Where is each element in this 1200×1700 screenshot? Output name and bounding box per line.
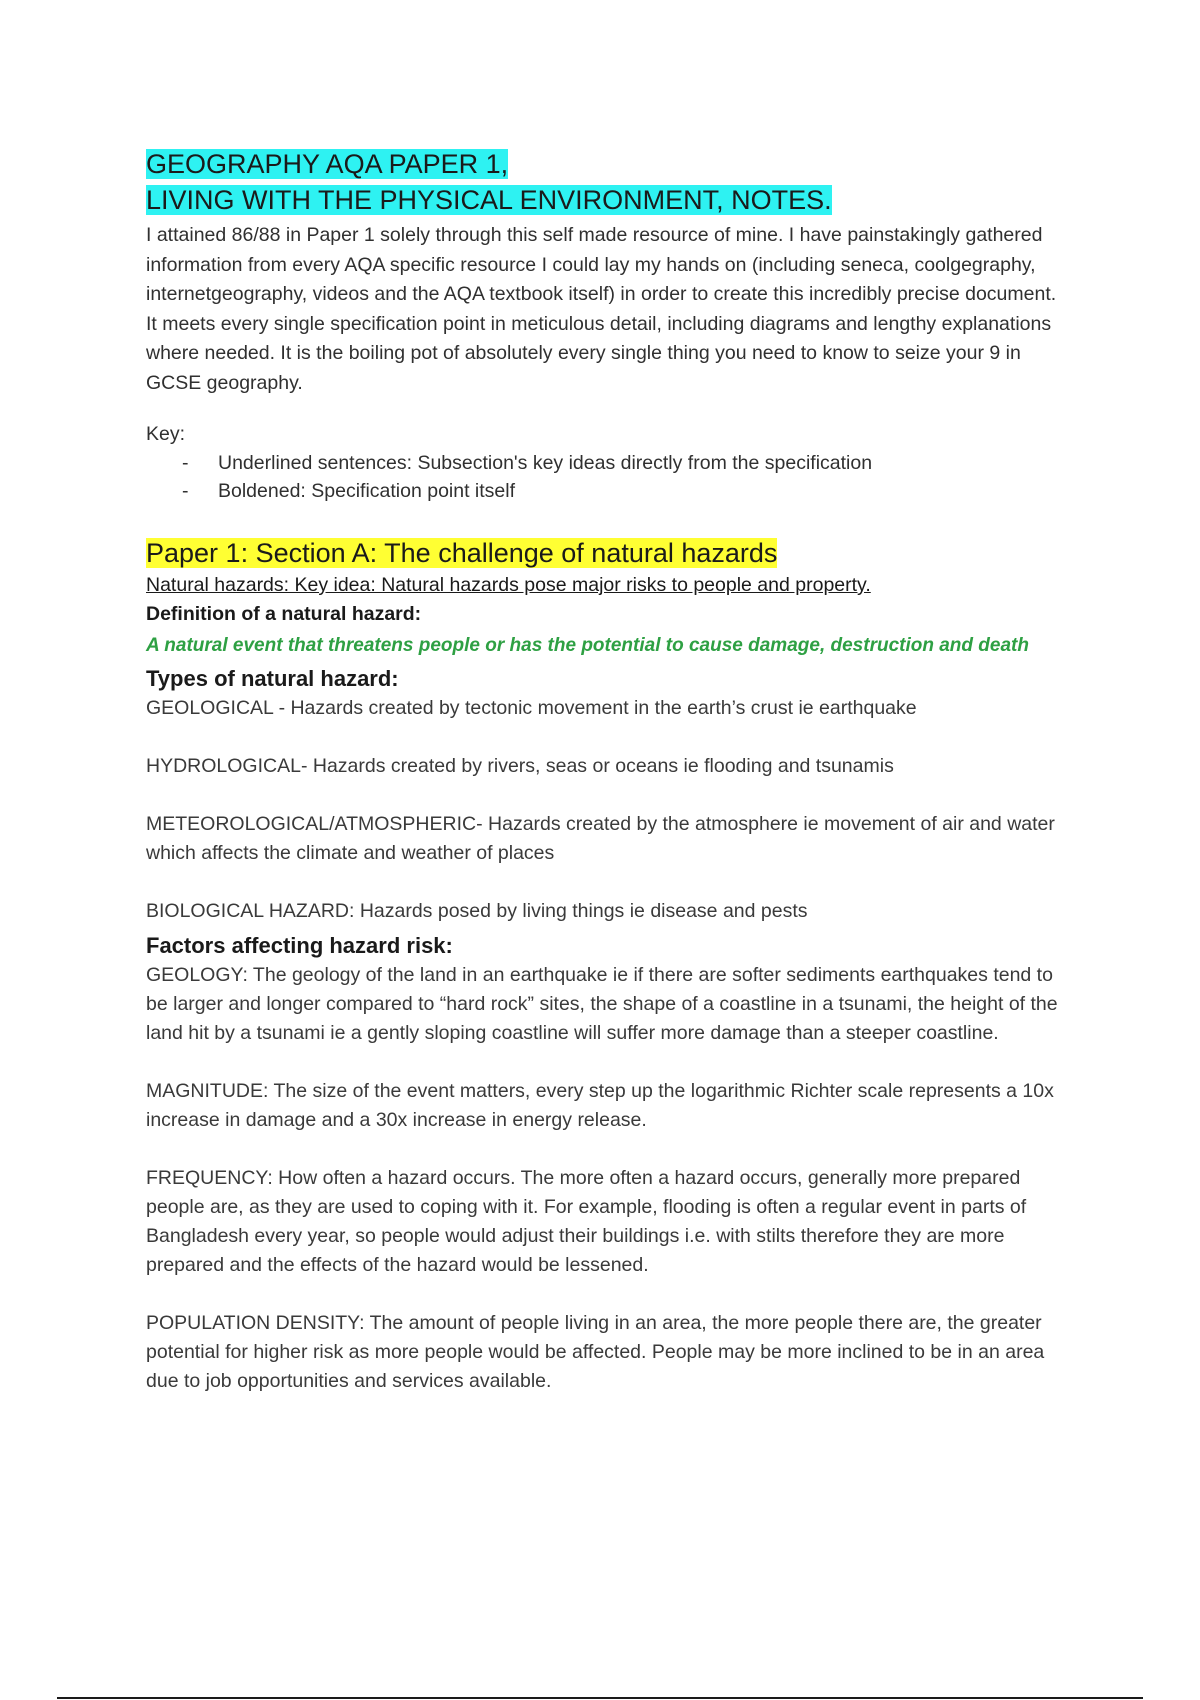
document-page — [146, 146, 1066, 1396]
document-title-line-2 — [146, 182, 1066, 218]
key-item-boldened — [146, 477, 1066, 505]
key-idea: Natural hazards: Key idea: Natural hazards pose major risks to people and property. — [146, 574, 871, 596]
factor-geology: GEOLOGY: The geology of the land in an earthquake ie if there are softer sediments earthquakes tend to be larger and longer compared to “hard rock” sites, the shape of a coastline in a tsunami, the height of the land hit by a tsunami ie a gently sloping coastline will suffer more damage than a steeper coastline. — [146, 964, 1058, 1044]
title-line-2-text: LIVING WITH THE PHYSICAL ENVIRONMENT, NOTES. — [146, 185, 832, 215]
bullet-dash-icon: - — [182, 452, 189, 474]
factor-magnitude: MAGNITUDE: The size of the event matters, every step up the logarithmic Richter scale represents a 10x increase in damage and a 30x increase in energy release. — [146, 1080, 1054, 1131]
definition-text: A natural event that threatens people or has the potential to cause damage, destruction and death — [146, 635, 1029, 656]
type-geological: GEOLOGICAL - Hazards created by tectonic movement in the earth’s crust ie earthquake — [146, 697, 917, 719]
key-item-text: Boldened: Specification point itself — [218, 480, 516, 502]
factor-population-density: POPULATION DENSITY: The amount of people living in an area, the more people there are, the greater potential for higher risk as more people would be affected. People may be more inclined to be in an area due to job opportunities and services available. — [146, 1312, 1045, 1392]
factors-heading: Factors affecting hazard risk: — [146, 933, 453, 958]
title-line-1-text: GEOGRAPHY AQA PAPER 1, — [146, 149, 509, 179]
type-hydrological: HYDROLOGICAL- Hazards created by rivers, seas or oceans ie flooding and tsunamis — [146, 755, 894, 777]
bullet-dash-icon: - — [182, 480, 189, 502]
type-biological: BIOLOGICAL HAZARD: Hazards posed by living things ie disease and pests — [146, 900, 808, 922]
key-label: Key: — [146, 423, 186, 445]
types-heading: Types of natural hazard: — [146, 666, 399, 691]
section-title-text: Paper 1: Section A: The challenge of natural hazards — [146, 538, 778, 568]
factor-frequency: FREQUENCY: How often a hazard occurs. The more often a hazard occurs, generally more prepared people are, as they are used to coping with it. For example, flooding is often a regular event in parts of Bangladesh every year, so people would adjust their buildings i.e. with stilts therefore they are more prepared and the effects of the hazard would be lessened. — [146, 1167, 1027, 1276]
intro-paragraph: I attained 86/88 in Paper 1 solely through this self made resource of mine. I have painstakingly gathered information from every AQA specific resource I could lay my hands on (including seneca, coolgegraphy, internetgeography, videos and the AQA textbook itself) in order to create this incredibly precise document. It meets every single specification point in meticulous detail, including diagrams and lengthy explanations where needed. It is the boiling pot of absolutely every single thing you need to know to seize your 9 in GCSE geography. — [146, 224, 1057, 394]
type-meteorological: METEOROLOGICAL/ATMOSPHERIC- Hazards created by the atmosphere ie movement of air and water which affects the climate and weather of places — [146, 813, 1055, 864]
key-item-text: Underlined sentences: Subsection's key ideas directly from the specification — [218, 452, 873, 474]
definition-label: Definition of a natural hazard: — [146, 603, 422, 625]
document-title-line-1 — [146, 146, 1066, 182]
section-title — [146, 535, 1066, 571]
key-item-underlined — [146, 449, 1066, 477]
page-bottom-divider — [57, 1697, 1143, 1699]
key-list — [146, 449, 1066, 505]
